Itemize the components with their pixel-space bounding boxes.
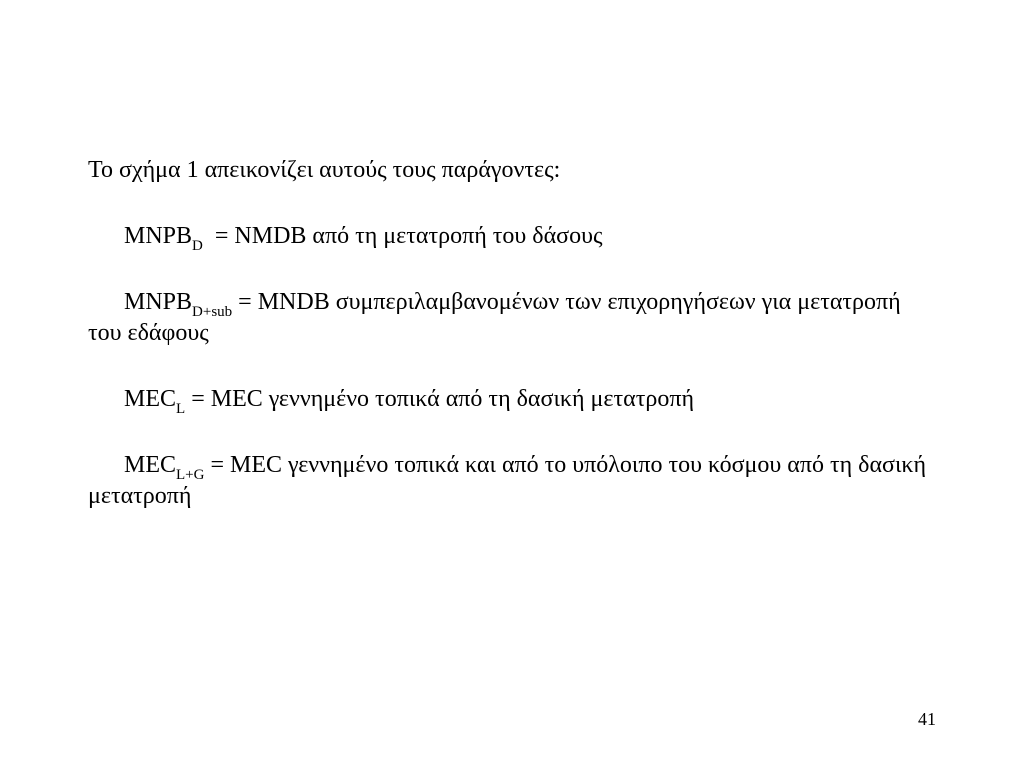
intro-text: Το σχήμα 1 απεικονίζει αυτούς τους παράγοντες: xyxy=(88,157,561,183)
definition-mnpb-dsub xyxy=(88,287,938,349)
symbol: MEC xyxy=(124,452,177,478)
symbol-subscript: L xyxy=(176,401,186,417)
symbol: MNPB xyxy=(124,289,193,315)
definition-text: = MNDB συμπεριλαμβανομένων των επιχορηγήσεων για μετατροπή του εδάφους xyxy=(88,289,901,346)
slide-body xyxy=(88,155,938,547)
definition-mnpb-d xyxy=(88,221,938,252)
symbol: MEC xyxy=(124,386,177,412)
symbol: MNPB xyxy=(124,223,193,249)
symbol-subscript: D xyxy=(192,238,203,254)
definition-text: = NMDB από τη μετατροπή του δάσους xyxy=(214,223,603,249)
symbol-subscript: D+sub xyxy=(192,304,233,320)
definition-mec-lg xyxy=(88,450,938,512)
slide-number: 41 xyxy=(918,709,936,729)
definition-text: = MEC γεννημένο τοπικά από τη δασική μετατροπή xyxy=(191,386,694,412)
definition-mec-l xyxy=(88,384,938,415)
symbol-subscript: L+G xyxy=(176,467,205,483)
definition-text: = MEC γεννημένο τοπικά και από το υπόλοιπο του κόσμου από τη δασική μετατροπή xyxy=(88,452,927,509)
